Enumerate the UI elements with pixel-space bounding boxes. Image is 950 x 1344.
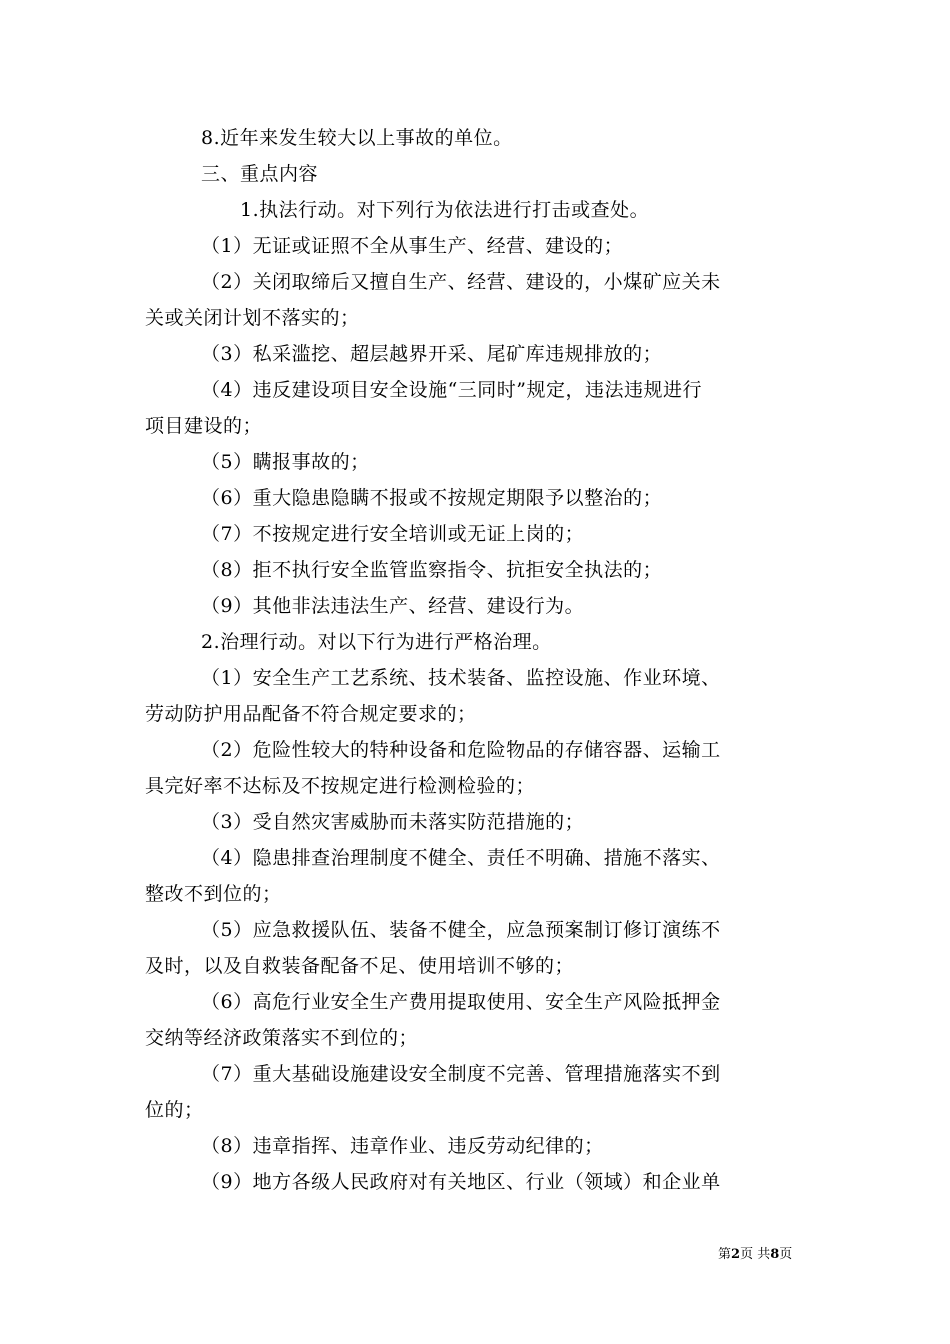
- text-line: （3）私采滥挖、超层越界开采、尾矿库违规排放的；: [201, 343, 663, 365]
- text-line: （4）违反建设项目安全设施“三同时”规定，违法违规进行: [201, 379, 703, 401]
- text-line: （2）危险性较大的特种设备和危险物品的存储容器、运输工: [201, 739, 721, 761]
- text-line: 2.治理行动。对以下行为进行严格治理。: [201, 631, 552, 653]
- text-line: （7）不按规定进行安全培训或无证上岗的；: [201, 523, 585, 545]
- total-page-count: 8: [770, 1247, 780, 1262]
- text-line: （9）其他非法违法生产、经营、建设行为。: [201, 595, 585, 617]
- text-line: 1.执法行动。对下列行为依法进行打击或查处。: [240, 199, 650, 221]
- text-line: 具完好率不达标及不按规定进行检测检验的；: [145, 775, 536, 797]
- text-line: 交纳等经济政策落实不到位的；: [145, 1027, 419, 1049]
- text-line: （8）违章指挥、违章作业、违反劳动纪律的；: [201, 1135, 604, 1157]
- text-line: （6）重大隐患隐瞒不报或不按规定期限予以整治的；: [201, 487, 663, 509]
- text-line: 项目建设的；: [145, 415, 263, 437]
- current-page-number: 2: [731, 1247, 741, 1262]
- text-line: （3）受自然灾害威胁而未落实防范措施的；: [201, 811, 585, 833]
- text-line: （6）高危行业安全生产费用提取使用、安全生产风险抵押金: [201, 991, 721, 1013]
- text-line: （8）拒不执行安全监管监察指令、抗拒安全执法的；: [201, 559, 663, 581]
- text-line: 位的；: [145, 1099, 204, 1121]
- text-line: （7）重大基础设施建设安全制度不完善、管理措施落实不到: [201, 1063, 721, 1085]
- section-heading: 三、重点内容: [201, 163, 319, 185]
- text-line: 关或关闭计划不落实的；: [145, 307, 360, 329]
- text-line: （5）应急救援队伍、装备不健全，应急预案制订修订演练不: [201, 919, 721, 941]
- footer-prefix: 第: [718, 1247, 732, 1262]
- footer-suffix: 页: [779, 1247, 793, 1262]
- text-line: （9）地方各级人民政府对有关地区、行业（领域）和企业单: [201, 1171, 721, 1193]
- text-line: 及时，以及自救装备配备不足、使用培训不够的；: [145, 955, 575, 977]
- text-line: （1）无证或证照不全从事生产、经营、建设的；: [201, 235, 624, 257]
- text-line: （5）瞒报事故的；: [201, 451, 370, 473]
- text-line: （1）安全生产工艺系统、技术装备、监控设施、作业环境、: [201, 667, 721, 689]
- text-line: 整改不到位的；: [145, 883, 282, 905]
- text-line: （2）关闭取缔后又擅自生产、经营、建设的，小煤矿应关未: [201, 271, 721, 293]
- footer-middle: 页 共: [740, 1247, 771, 1262]
- page-footer: [718, 1247, 792, 1263]
- text-line: 劳动防护用品配备不符合规定要求的；: [145, 703, 477, 725]
- text-line: 8.近年来发生较大以上事故的单位。: [201, 127, 513, 149]
- text-line: （4）隐患排查治理制度不健全、责任不明确、措施不落实、: [201, 847, 721, 869]
